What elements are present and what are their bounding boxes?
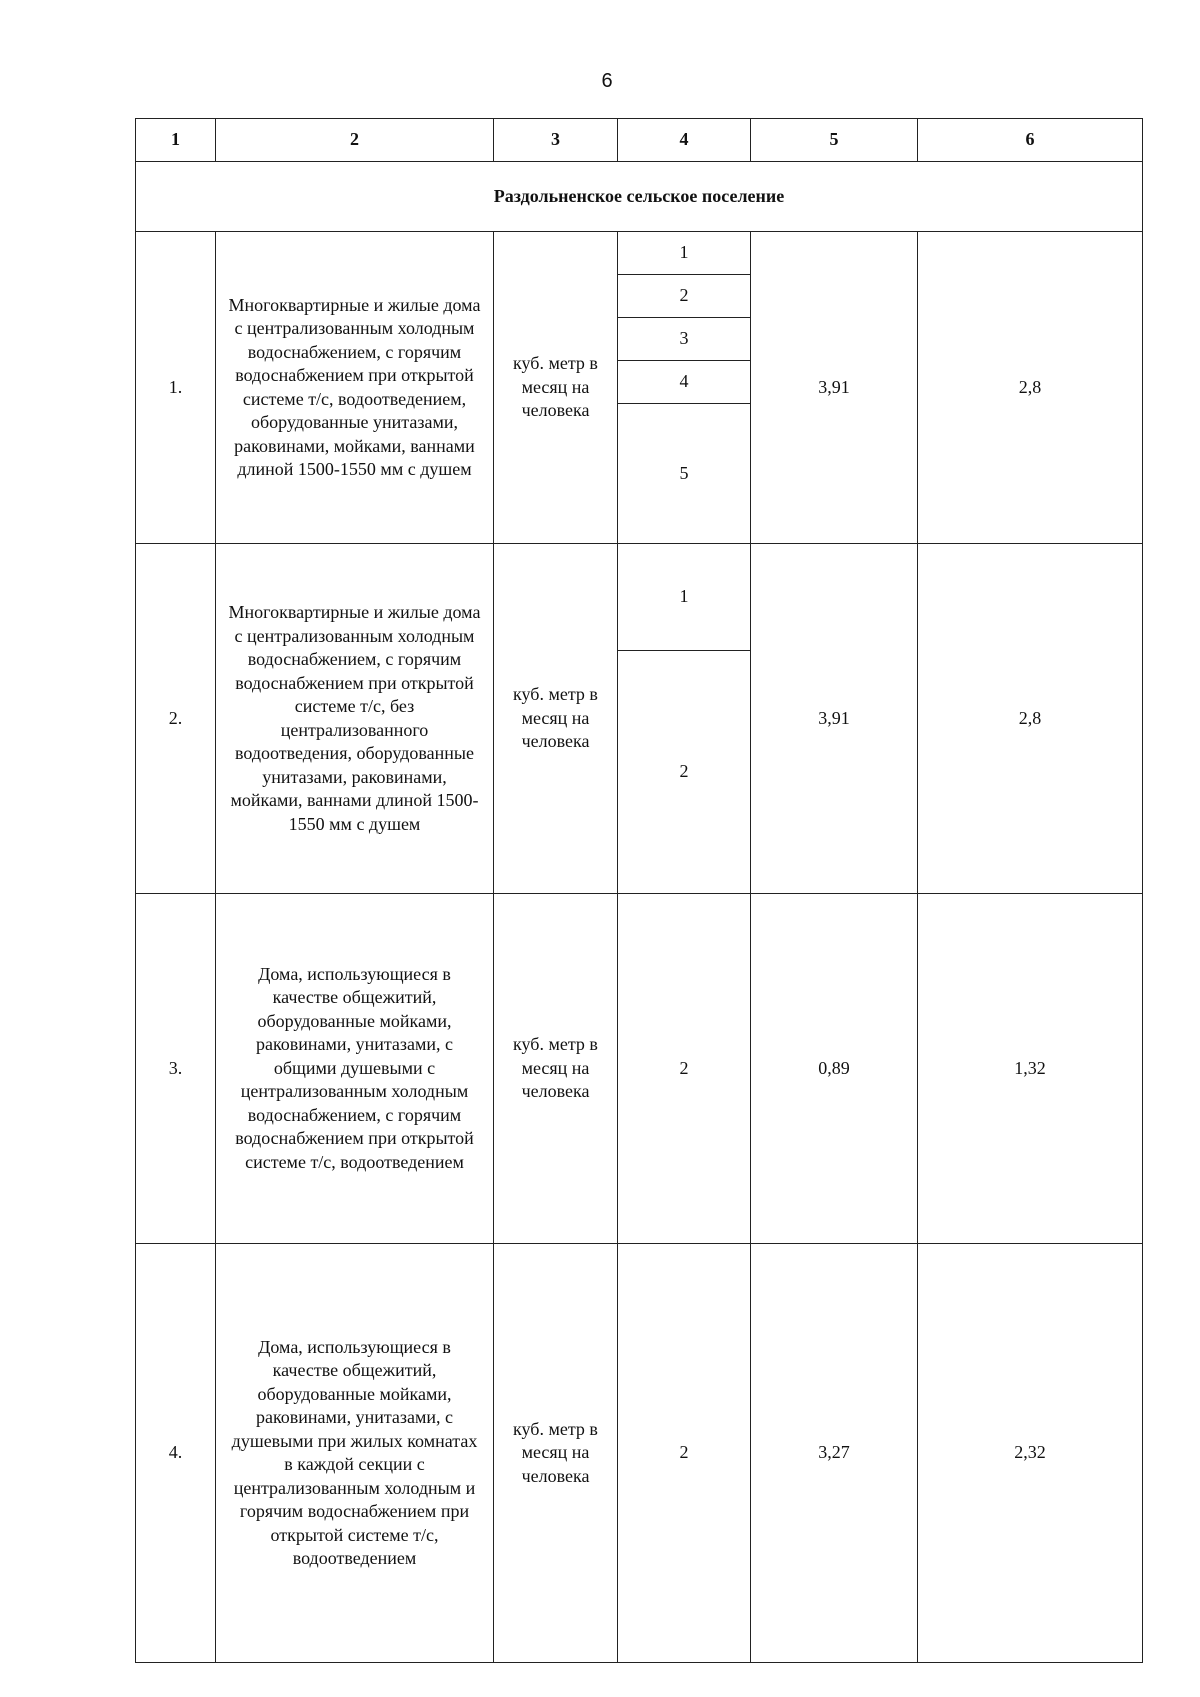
row-unit: куб. метр в месяц на человека: [494, 544, 618, 894]
row-col6-value: 2,32: [918, 1244, 1143, 1663]
row-description: Дома, использующиеся в качестве общежитий, оборудованные мойками, раковинами, унитазами, с душевыми при жилых комнатах в каждой секции с централизованным холодным и горячим водоснабжением при открытой системе т/с, водоотведением: [216, 1244, 494, 1663]
header-cell: 2: [216, 119, 494, 162]
row-description: Многоквартирные и жилые дома с централизованным холодным водоснабжением, с горячим водоснабжением при открытой системе т/с, без централизованного водоотведения, оборудованные унитазами, раковинами, мойками, ваннами длиной 1500-1550 мм с душем: [216, 544, 494, 894]
col4-subcell: 1: [618, 544, 751, 651]
row-col5-value: 3,91: [751, 232, 918, 544]
row-description: Многоквартирные и жилые дома с централизованным холодным водоснабжением, с горячим водоснабжением при открытой системе т/с, водоотведением, оборудованные унитазами, раковинами, мойками, ваннами длиной 1500-1550 мм с душем: [216, 232, 494, 544]
col4-subcell: 5: [618, 404, 751, 544]
col4-subcell: 2: [618, 1244, 751, 1663]
row-description: Дома, использующиеся в качестве общежитий, оборудованные мойками, раковинами, унитазами, с общими душевыми с централизованным холодным водоснабжением, с горячим водоснабжением при открытой системе т/с, водоотведением: [216, 894, 494, 1244]
table-row: [136, 1244, 1143, 1663]
row-col5-value: 0,89: [751, 894, 918, 1244]
col4-subcell: 2: [618, 651, 751, 894]
row-number: 4.: [136, 1244, 216, 1663]
header-cell: 5: [751, 119, 918, 162]
row-number: 2.: [136, 544, 216, 894]
row-number: 1.: [136, 232, 216, 544]
section-title: Раздольненское сельское поселение: [136, 162, 1143, 232]
row-col6-value: 2,8: [918, 544, 1143, 894]
header-cell: 4: [618, 119, 751, 162]
norms-table: [135, 118, 1143, 1663]
col4-subcell: 3: [618, 318, 751, 361]
row-col5-value: 3,91: [751, 544, 918, 894]
col4-subcell: 1: [618, 232, 751, 275]
header-cell: 1: [136, 119, 216, 162]
row-number: 3.: [136, 894, 216, 1244]
row-col6-value: 1,32: [918, 894, 1143, 1244]
col4-subcell: 4: [618, 361, 751, 404]
row-unit: куб. метр в месяц на человека: [494, 894, 618, 1244]
col4-subcell: 2: [618, 894, 751, 1244]
col4-subcell: 2: [618, 275, 751, 318]
page-number: 6: [601, 70, 613, 92]
header-cell: 6: [918, 119, 1143, 162]
row-col5-value: 3,27: [751, 1244, 918, 1663]
row-unit: куб. метр в месяц на человека: [494, 1244, 618, 1663]
row-col6-value: 2,8: [918, 232, 1143, 544]
section-row: [136, 162, 1143, 232]
table-row: [136, 544, 1143, 651]
row-unit: куб. метр в месяц на человека: [494, 232, 618, 544]
table-row: [136, 232, 1143, 275]
table-row: [136, 894, 1143, 1244]
header-cell: 3: [494, 119, 618, 162]
table-header-row: [136, 119, 1143, 162]
